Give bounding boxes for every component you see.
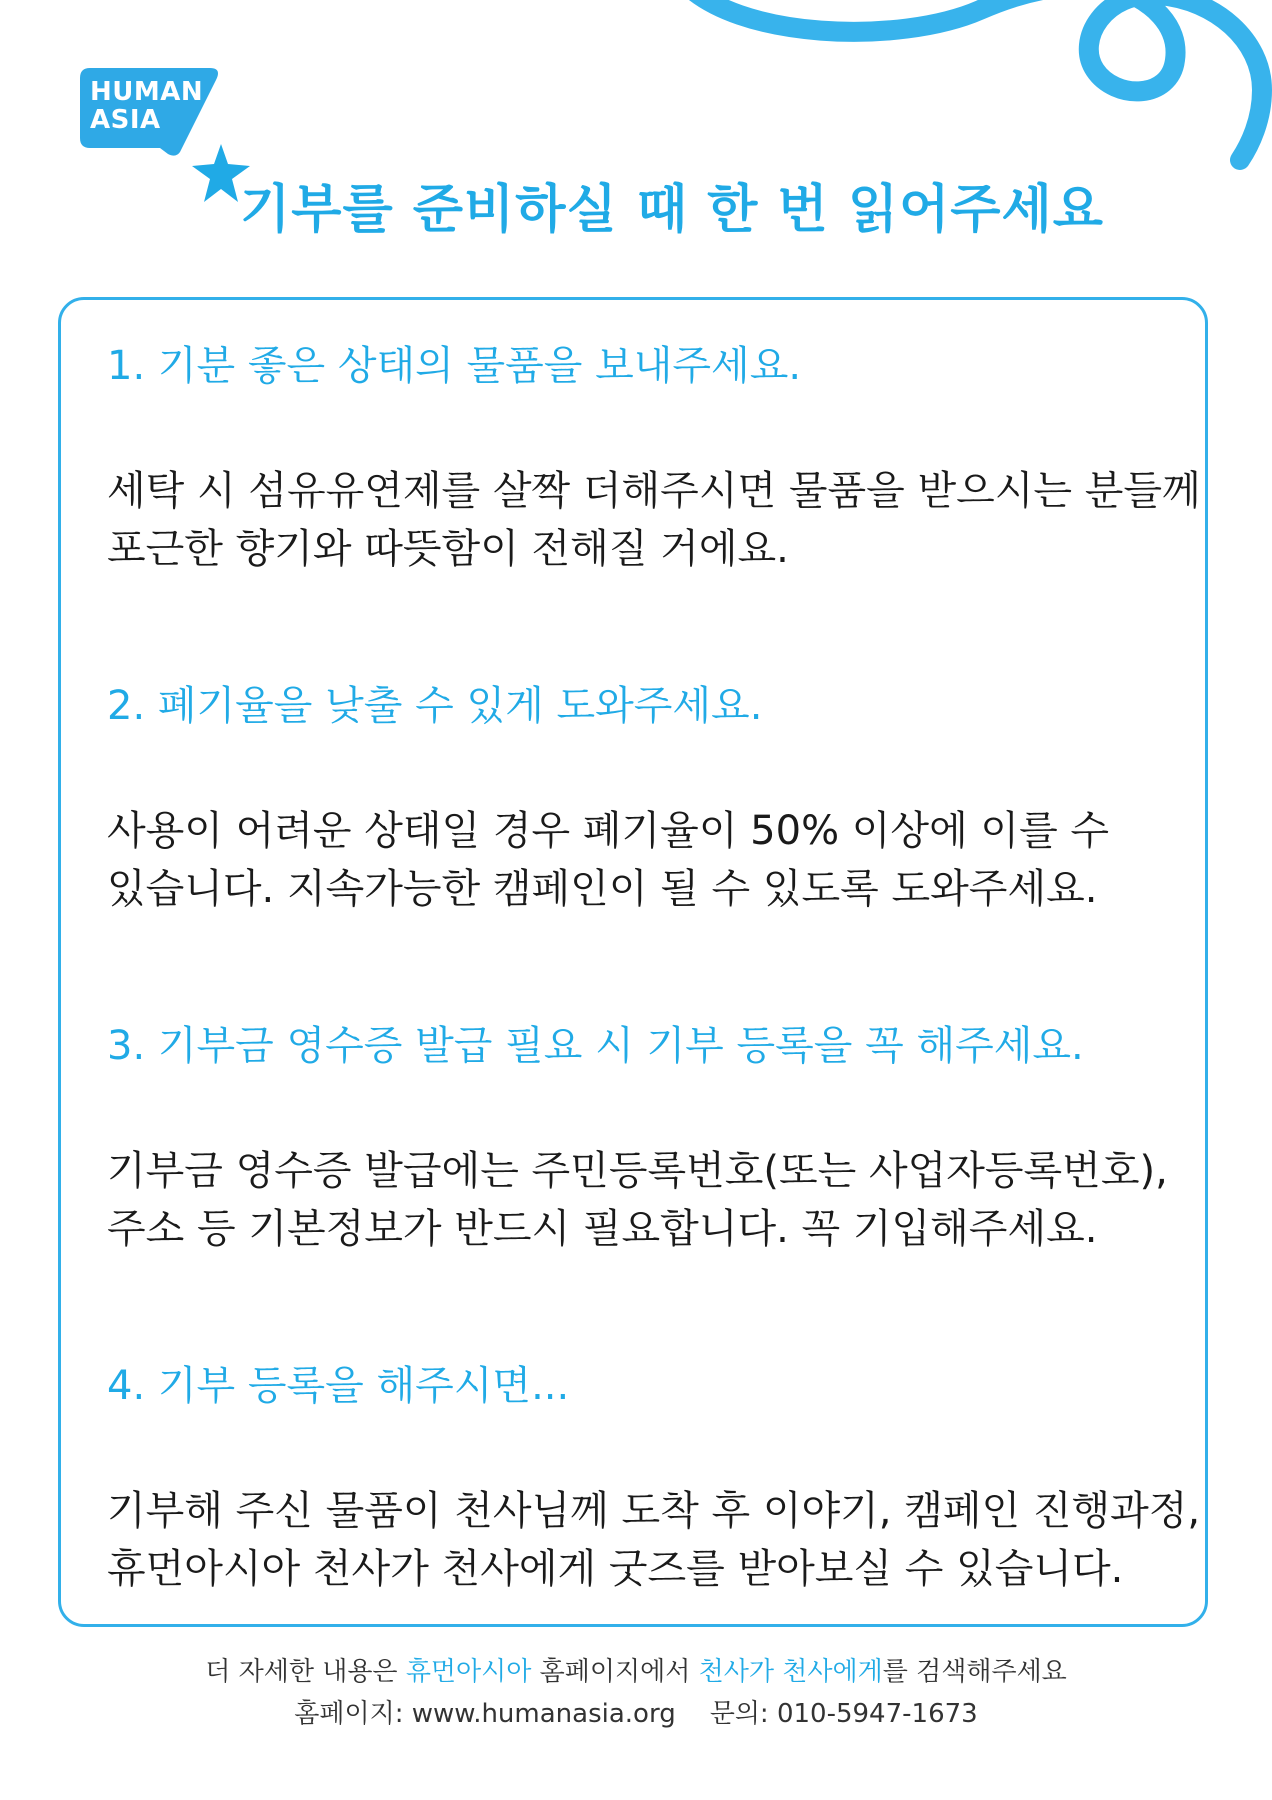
footer-contact [0, 1692, 1272, 1736]
homepage-link[interactable]: www.humanasia.org [411, 1699, 676, 1729]
guideline-section-1 [107, 338, 1201, 578]
guidelines-card [58, 297, 1208, 1627]
section-body [107, 802, 1177, 918]
section-heading: 3. 기부금 영수증 발급 필요 시 기부 등록을 꼭 해주세요. [107, 1023, 1084, 1069]
body-line: 휴먼아시아 천사가 천사에게 굿즈를 받아보실 수 있습니다. [107, 1546, 1124, 1592]
body-line: 기부금 영수증 발급에는 주민등록번호(또는 사업자등록번호), [107, 1148, 1168, 1194]
guideline-section-3 [107, 1018, 1177, 1258]
section-heading: 1. 기분 좋은 상태의 물품을 보내주세요. [107, 343, 802, 389]
footer-text: 더 자세한 내용은 [205, 1657, 406, 1687]
contact-label: 문의: [709, 1699, 777, 1729]
footer-text: 홈페이지에서 [531, 1657, 699, 1687]
section-body [107, 462, 1201, 578]
body-line: 있습니다. 지속가능한 캠페인이 될 수 있도록 도와주세요. [107, 866, 1098, 912]
body-line: 사용이 어려운 상태일 경우 폐기율이 50% 이상에 이를 수 [107, 808, 1110, 854]
guideline-section-2 [107, 678, 1177, 918]
body-line: 포근한 향기와 따뜻함이 전해질 거에요. [107, 526, 789, 572]
page-title: 기부를 준비하실 때 한 번 읽어주세요 [240, 180, 1104, 240]
footer-highlight-org: 휴먼아시아 [405, 1657, 532, 1687]
footer-highlight-campaign: 천사가 천사에게 [698, 1657, 883, 1687]
footer [0, 1652, 1272, 1736]
footer-text: 를 검색해주세요 [882, 1657, 1067, 1687]
contact-phone[interactable]: 010-5947-1673 [776, 1699, 978, 1729]
section-heading: 4. 기부 등록을 해주시면... [107, 1363, 570, 1409]
logo-line1: HUMAN [90, 77, 204, 107]
footer-search-note [0, 1652, 1272, 1692]
section-heading: 2. 폐기율을 낮출 수 있게 도와주세요. [107, 683, 763, 729]
homepage-label: 홈페이지: [294, 1699, 412, 1729]
body-line: 주소 등 기본정보가 반드시 필요합니다. 꼭 기입해주세요. [107, 1206, 1098, 1252]
guideline-section-4 [107, 1358, 1201, 1598]
logo-line2: ASIA [90, 105, 161, 135]
section-body [107, 1482, 1201, 1598]
section-body [107, 1142, 1177, 1258]
body-line: 세탁 시 섬유유연제를 살짝 더해주시면 물품을 받으시는 분들께 [107, 468, 1201, 514]
body-line: 기부해 주신 물품이 천사님께 도착 후 이야기, 캠페인 진행과정, [107, 1488, 1201, 1534]
